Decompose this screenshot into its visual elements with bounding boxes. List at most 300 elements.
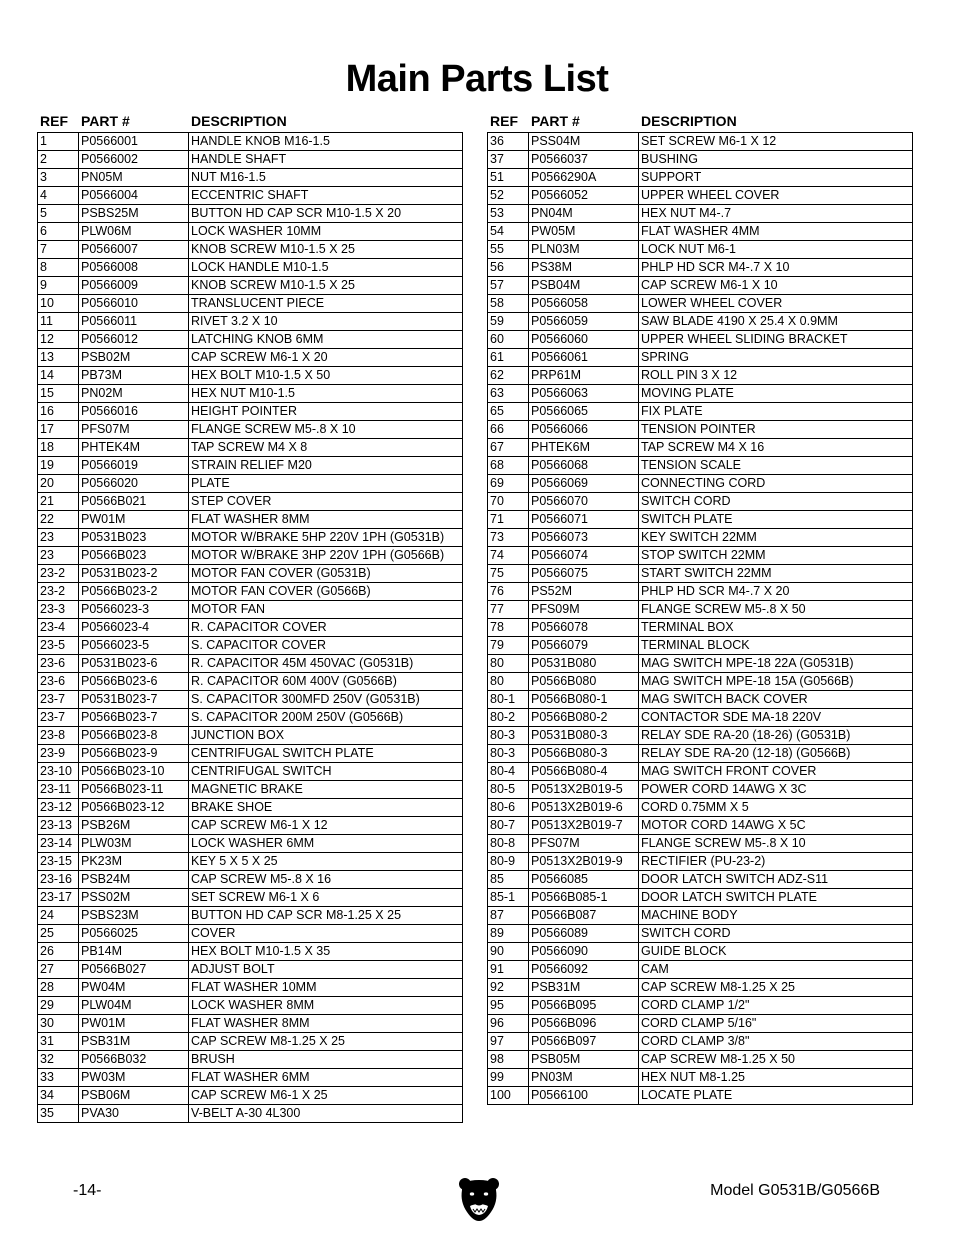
ref-cell: 80-8 bbox=[488, 835, 529, 853]
part-number-cell: P0513X2B019-7 bbox=[529, 817, 639, 835]
ref-header: REF bbox=[40, 113, 68, 129]
page-title: Main Parts List bbox=[345, 58, 609, 100]
description-cell: HEX BOLT M10-1.5 X 35 bbox=[189, 943, 463, 961]
part-number-cell: PN02M bbox=[79, 385, 189, 403]
description-cell: KEY SWITCH 22MM bbox=[639, 529, 913, 547]
table-row bbox=[488, 781, 913, 799]
description-cell: V-BELT A-30 4L300 bbox=[189, 1105, 463, 1123]
description-cell: LOCK HANDLE M10-1.5 bbox=[189, 259, 463, 277]
description-cell: FLAT WASHER 4MM bbox=[639, 223, 913, 241]
part-number-cell: PN04M bbox=[529, 205, 639, 223]
part-number-cell: P0566B080-1 bbox=[529, 691, 639, 709]
description-cell: BUSHING bbox=[639, 151, 913, 169]
part-number-cell: P0566B096 bbox=[529, 1015, 639, 1033]
description-cell: ADJUST BOLT bbox=[189, 961, 463, 979]
description-cell: UPPER WHEEL COVER bbox=[639, 187, 913, 205]
parts-list-left bbox=[37, 112, 463, 1123]
table-row bbox=[38, 511, 463, 529]
ref-cell: 2 bbox=[38, 151, 79, 169]
table-row bbox=[38, 313, 463, 331]
description-cell: LOCK WASHER 8MM bbox=[189, 997, 463, 1015]
table-row bbox=[488, 997, 913, 1015]
ref-cell: 76 bbox=[488, 583, 529, 601]
ref-cell: 11 bbox=[38, 313, 79, 331]
description-cell: S. CAPACITOR 300MFD 250V (G0531B) bbox=[189, 691, 463, 709]
ref-cell: 23-16 bbox=[38, 871, 79, 889]
part-number-cell: PSB05M bbox=[529, 1051, 639, 1069]
part-number-cell: PRP61M bbox=[529, 367, 639, 385]
part-number-cell: P0566078 bbox=[529, 619, 639, 637]
description-cell: SUPPORT bbox=[639, 169, 913, 187]
part-number-cell: P0566B087 bbox=[529, 907, 639, 925]
table-row bbox=[488, 457, 913, 475]
part-number-cell: P0566001 bbox=[79, 133, 189, 151]
part-number-cell: PSB26M bbox=[79, 817, 189, 835]
ref-cell: 35 bbox=[38, 1105, 79, 1123]
ref-cell: 87 bbox=[488, 907, 529, 925]
table-row bbox=[38, 565, 463, 583]
description-cell: LATCHING KNOB 6MM bbox=[189, 331, 463, 349]
part-number-cell: P0566012 bbox=[79, 331, 189, 349]
part-number-cell: P0566290A bbox=[529, 169, 639, 187]
table-row bbox=[488, 1051, 913, 1069]
table-row bbox=[488, 745, 913, 763]
table-row bbox=[38, 745, 463, 763]
ref-cell: 68 bbox=[488, 457, 529, 475]
description-cell: RELAY SDE RA-20 (12-18) (G0566B) bbox=[639, 745, 913, 763]
description-cell: TAP SCREW M4 X 16 bbox=[639, 439, 913, 457]
description-cell: MOTOR FAN COVER (G0566B) bbox=[189, 583, 463, 601]
ref-cell: 85-1 bbox=[488, 889, 529, 907]
description-cell: S. CAPACITOR 200M 250V (G0566B) bbox=[189, 709, 463, 727]
table-row bbox=[38, 241, 463, 259]
part-number-cell: P0566023-3 bbox=[79, 601, 189, 619]
table-row bbox=[38, 151, 463, 169]
description-cell: MOTOR FAN COVER (G0531B) bbox=[189, 565, 463, 583]
description-cell: HEX NUT M8-1.25 bbox=[639, 1069, 913, 1087]
description-cell: CENTRIFUGAL SWITCH PLATE bbox=[189, 745, 463, 763]
part-number-cell: P0566020 bbox=[79, 475, 189, 493]
ref-cell: 5 bbox=[38, 205, 79, 223]
part-number-cell: P0566B080-3 bbox=[529, 745, 639, 763]
part-header: PART # bbox=[81, 113, 130, 129]
ref-cell: 60 bbox=[488, 331, 529, 349]
ref-cell: 28 bbox=[38, 979, 79, 997]
table-row bbox=[38, 349, 463, 367]
part-number-cell: PB73M bbox=[79, 367, 189, 385]
description-cell: STOP SWITCH 22MM bbox=[639, 547, 913, 565]
part-number-cell: P0566060 bbox=[529, 331, 639, 349]
ref-cell: 36 bbox=[488, 133, 529, 151]
table-row bbox=[488, 1069, 913, 1087]
table-row bbox=[38, 763, 463, 781]
description-cell: START SWITCH 22MM bbox=[639, 565, 913, 583]
description-cell: CORD CLAMP 3/8" bbox=[639, 1033, 913, 1051]
table-row bbox=[38, 979, 463, 997]
part-number-cell: P0566063 bbox=[529, 385, 639, 403]
part-number-cell: P0566007 bbox=[79, 241, 189, 259]
model-number: Model G0531B/G0566B bbox=[710, 1182, 880, 1199]
ref-cell: 3 bbox=[38, 169, 79, 187]
part-number-cell: PW01M bbox=[79, 1015, 189, 1033]
ref-cell: 33 bbox=[38, 1069, 79, 1087]
part-number-cell: P0566B095 bbox=[529, 997, 639, 1015]
table-row bbox=[488, 979, 913, 997]
table-row bbox=[488, 835, 913, 853]
ref-cell: 23-7 bbox=[38, 691, 79, 709]
table-row bbox=[488, 925, 913, 943]
parts-list-right bbox=[487, 112, 913, 1105]
ref-cell: 4 bbox=[38, 187, 79, 205]
table-row bbox=[488, 205, 913, 223]
part-number-cell: P0566016 bbox=[79, 403, 189, 421]
description-cell: CAM bbox=[639, 961, 913, 979]
description-cell: MOTOR CORD 14AWG X 5C bbox=[639, 817, 913, 835]
ref-cell: 12 bbox=[38, 331, 79, 349]
description-cell: CENTRIFUGAL SWITCH bbox=[189, 763, 463, 781]
part-number-cell: PVA30 bbox=[79, 1105, 189, 1123]
table-row bbox=[38, 853, 463, 871]
ref-cell: 96 bbox=[488, 1015, 529, 1033]
description-cell: R. CAPACITOR 45M 450VAC (G0531B) bbox=[189, 655, 463, 673]
ref-cell: 23-2 bbox=[38, 565, 79, 583]
part-number-cell: P0566008 bbox=[79, 259, 189, 277]
ref-cell: 23-2 bbox=[38, 583, 79, 601]
table-row bbox=[488, 889, 913, 907]
ref-cell: 23-7 bbox=[38, 709, 79, 727]
part-number-cell: P0566092 bbox=[529, 961, 639, 979]
description-cell: TENSION POINTER bbox=[639, 421, 913, 439]
ref-cell: 23-3 bbox=[38, 601, 79, 619]
description-cell: CONTACTOR SDE MA-18 220V bbox=[639, 709, 913, 727]
description-cell: FIX PLATE bbox=[639, 403, 913, 421]
part-number-cell: P0566B097 bbox=[529, 1033, 639, 1051]
description-cell: HEX BOLT M10-1.5 X 50 bbox=[189, 367, 463, 385]
part-number-cell: P0566068 bbox=[529, 457, 639, 475]
table-row bbox=[38, 781, 463, 799]
table-row bbox=[488, 709, 913, 727]
ref-cell: 63 bbox=[488, 385, 529, 403]
ref-cell: 80 bbox=[488, 673, 529, 691]
table-row bbox=[488, 601, 913, 619]
ref-cell: 17 bbox=[38, 421, 79, 439]
part-number-cell: P0566058 bbox=[529, 295, 639, 313]
table-row bbox=[38, 331, 463, 349]
ref-cell: 79 bbox=[488, 637, 529, 655]
ref-cell: 95 bbox=[488, 997, 529, 1015]
part-number-cell: PW01M bbox=[79, 511, 189, 529]
ref-cell: 26 bbox=[38, 943, 79, 961]
description-cell: UPPER WHEEL SLIDING BRACKET bbox=[639, 331, 913, 349]
ref-cell: 55 bbox=[488, 241, 529, 259]
description-cell: ECCENTRIC SHAFT bbox=[189, 187, 463, 205]
description-cell: LOCK NUT M6-1 bbox=[639, 241, 913, 259]
ref-cell: 80-7 bbox=[488, 817, 529, 835]
ref-cell: 16 bbox=[38, 403, 79, 421]
ref-cell: 100 bbox=[488, 1087, 529, 1105]
description-cell: SWITCH CORD bbox=[639, 925, 913, 943]
part-number-cell: P0566010 bbox=[79, 295, 189, 313]
table-row bbox=[38, 169, 463, 187]
ref-cell: 80-5 bbox=[488, 781, 529, 799]
part-number-cell: P0566011 bbox=[79, 313, 189, 331]
part-number-cell: P0566B080-2 bbox=[529, 709, 639, 727]
description-cell: FLAT WASHER 8MM bbox=[189, 1015, 463, 1033]
description-cell: LOCATE PLATE bbox=[639, 1087, 913, 1105]
ref-cell: 23-11 bbox=[38, 781, 79, 799]
description-cell: BRUSH bbox=[189, 1051, 463, 1069]
description-cell: DOOR LATCH SWITCH ADZ-S11 bbox=[639, 871, 913, 889]
description-cell: FLANGE SCREW M5-.8 X 50 bbox=[639, 601, 913, 619]
table-row bbox=[38, 997, 463, 1015]
table-row bbox=[488, 1087, 913, 1105]
part-number-cell: PS52M bbox=[529, 583, 639, 601]
description-cell: MAG SWITCH MPE-18 22A (G0531B) bbox=[639, 655, 913, 673]
part-number-cell: P0566052 bbox=[529, 187, 639, 205]
part-number-cell: P0566B021 bbox=[79, 493, 189, 511]
part-number-cell: P0566059 bbox=[529, 313, 639, 331]
ref-cell: 22 bbox=[38, 511, 79, 529]
table-row bbox=[488, 367, 913, 385]
ref-cell: 90 bbox=[488, 943, 529, 961]
description-cell: S. CAPACITOR COVER bbox=[189, 637, 463, 655]
table-row bbox=[38, 943, 463, 961]
table-row bbox=[488, 763, 913, 781]
part-number-cell: P0566074 bbox=[529, 547, 639, 565]
part-number-cell: PFS09M bbox=[529, 601, 639, 619]
part-number-cell: PSB31M bbox=[529, 979, 639, 997]
table-row bbox=[488, 853, 913, 871]
ref-cell: 6 bbox=[38, 223, 79, 241]
description-cell: RECTIFIER (PU-23-2) bbox=[639, 853, 913, 871]
ref-cell: 85 bbox=[488, 871, 529, 889]
table-row bbox=[488, 619, 913, 637]
part-number-cell: PSBS25M bbox=[79, 205, 189, 223]
ref-cell: 74 bbox=[488, 547, 529, 565]
table-row bbox=[38, 493, 463, 511]
table-row bbox=[38, 529, 463, 547]
description-cell: TERMINAL BLOCK bbox=[639, 637, 913, 655]
table-row bbox=[488, 475, 913, 493]
ref-cell: 23-10 bbox=[38, 763, 79, 781]
ref-cell: 80-4 bbox=[488, 763, 529, 781]
table-row bbox=[488, 313, 913, 331]
description-cell: FLANGE SCREW M5-.8 X 10 bbox=[189, 421, 463, 439]
description-cell: MAG SWITCH MPE-18 15A (G0566B) bbox=[639, 673, 913, 691]
ref-cell: 54 bbox=[488, 223, 529, 241]
part-number-cell: PLW03M bbox=[79, 835, 189, 853]
description-cell: TAP SCREW M4 X 8 bbox=[189, 439, 463, 457]
ref-cell: 23-12 bbox=[38, 799, 79, 817]
description-cell: CAP SCREW M8-1.25 X 25 bbox=[189, 1033, 463, 1051]
table-row bbox=[488, 799, 913, 817]
table-row bbox=[38, 421, 463, 439]
part-number-cell: P0531B080-3 bbox=[529, 727, 639, 745]
description-cell: HEIGHT POINTER bbox=[189, 403, 463, 421]
ref-cell: 53 bbox=[488, 205, 529, 223]
part-number-cell: PW03M bbox=[79, 1069, 189, 1087]
ref-cell: 91 bbox=[488, 961, 529, 979]
table-row bbox=[38, 655, 463, 673]
ref-cell: 23-5 bbox=[38, 637, 79, 655]
part-number-cell: PB14M bbox=[79, 943, 189, 961]
description-cell: STRAIN RELIEF M20 bbox=[189, 457, 463, 475]
description-cell: MAG SWITCH FRONT COVER bbox=[639, 763, 913, 781]
ref-cell: 52 bbox=[488, 187, 529, 205]
ref-cell: 21 bbox=[38, 493, 79, 511]
ref-cell: 30 bbox=[38, 1015, 79, 1033]
table-row bbox=[38, 1051, 463, 1069]
ref-cell: 65 bbox=[488, 403, 529, 421]
table-row bbox=[488, 151, 913, 169]
part-number-cell: P0566B023-11 bbox=[79, 781, 189, 799]
part-number-cell: P0513X2B019-9 bbox=[529, 853, 639, 871]
table-row bbox=[38, 475, 463, 493]
description-cell: CAP SCREW M8-1.25 X 50 bbox=[639, 1051, 913, 1069]
table-row bbox=[38, 259, 463, 277]
description-cell: HANDLE KNOB M16-1.5 bbox=[189, 133, 463, 151]
table-row bbox=[488, 673, 913, 691]
table-row bbox=[488, 529, 913, 547]
ref-cell: 23-6 bbox=[38, 673, 79, 691]
part-number-cell: P0566066 bbox=[529, 421, 639, 439]
ref-cell: 58 bbox=[488, 295, 529, 313]
table-row bbox=[38, 403, 463, 421]
description-cell: FLAT WASHER 6MM bbox=[189, 1069, 463, 1087]
table-row bbox=[38, 1087, 463, 1105]
part-number-cell: P0566100 bbox=[529, 1087, 639, 1105]
part-number-cell: PLW06M bbox=[79, 223, 189, 241]
ref-cell: 89 bbox=[488, 925, 529, 943]
part-number-cell: P0513X2B019-5 bbox=[529, 781, 639, 799]
description-cell: KEY 5 X 5 X 25 bbox=[189, 853, 463, 871]
table-row bbox=[38, 835, 463, 853]
description-cell: LOWER WHEEL COVER bbox=[639, 295, 913, 313]
part-number-cell: P0566023-4 bbox=[79, 619, 189, 637]
part-number-cell: P0566090 bbox=[529, 943, 639, 961]
ref-header: REF bbox=[490, 113, 518, 129]
table-row bbox=[38, 133, 463, 151]
parts-table-left bbox=[37, 132, 463, 1123]
ref-cell: 9 bbox=[38, 277, 79, 295]
table-row bbox=[38, 367, 463, 385]
ref-cell: 23 bbox=[38, 547, 79, 565]
part-number-cell: P0531B023-7 bbox=[79, 691, 189, 709]
ref-cell: 97 bbox=[488, 1033, 529, 1051]
description-cell: STEP COVER bbox=[189, 493, 463, 511]
part-number-cell: P0566069 bbox=[529, 475, 639, 493]
description-cell: JUNCTION BOX bbox=[189, 727, 463, 745]
ref-cell: 8 bbox=[38, 259, 79, 277]
ref-cell: 14 bbox=[38, 367, 79, 385]
ref-cell: 23-14 bbox=[38, 835, 79, 853]
ref-cell: 32 bbox=[38, 1051, 79, 1069]
table-row bbox=[488, 331, 913, 349]
part-number-cell: PSBS23M bbox=[79, 907, 189, 925]
table-row bbox=[38, 223, 463, 241]
ref-cell: 99 bbox=[488, 1069, 529, 1087]
part-number-cell: P0566065 bbox=[529, 403, 639, 421]
part-number-cell: P0566061 bbox=[529, 349, 639, 367]
description-cell: PHLP HD SCR M4-.7 X 10 bbox=[639, 259, 913, 277]
ref-cell: 78 bbox=[488, 619, 529, 637]
table-row bbox=[38, 727, 463, 745]
part-number-cell: P0531B023-6 bbox=[79, 655, 189, 673]
description-cell: TENSION SCALE bbox=[639, 457, 913, 475]
description-cell: CORD 0.75MM X 5 bbox=[639, 799, 913, 817]
ref-cell: 37 bbox=[488, 151, 529, 169]
part-number-cell: P0566B023 bbox=[79, 547, 189, 565]
ref-cell: 27 bbox=[38, 961, 79, 979]
description-cell: CORD CLAMP 1/2" bbox=[639, 997, 913, 1015]
ref-cell: 80 bbox=[488, 655, 529, 673]
description-cell: FLAT WASHER 8MM bbox=[189, 511, 463, 529]
column-headers bbox=[37, 112, 463, 132]
table-row bbox=[38, 457, 463, 475]
description-cell: CAP SCREW M6-1 X 25 bbox=[189, 1087, 463, 1105]
part-number-cell: P0566071 bbox=[529, 511, 639, 529]
ref-cell: 10 bbox=[38, 295, 79, 313]
ref-cell: 23-4 bbox=[38, 619, 79, 637]
description-cell: CAP SCREW M6-1 X 12 bbox=[189, 817, 463, 835]
part-number-cell: P0566B023-2 bbox=[79, 583, 189, 601]
table-row bbox=[488, 349, 913, 367]
ref-cell: 23-15 bbox=[38, 853, 79, 871]
part-number-cell: PN05M bbox=[79, 169, 189, 187]
table-row bbox=[488, 961, 913, 979]
table-row bbox=[38, 583, 463, 601]
ref-cell: 51 bbox=[488, 169, 529, 187]
ref-cell: 23-6 bbox=[38, 655, 79, 673]
description-cell: ROLL PIN 3 X 12 bbox=[639, 367, 913, 385]
part-header: PART # bbox=[531, 113, 580, 129]
description-cell: BUTTON HD CAP SCR M8-1.25 X 25 bbox=[189, 907, 463, 925]
ref-cell: 24 bbox=[38, 907, 79, 925]
ref-cell: 25 bbox=[38, 925, 79, 943]
table-row bbox=[38, 277, 463, 295]
description-cell: LOCK WASHER 6MM bbox=[189, 835, 463, 853]
part-number-cell: PSS02M bbox=[79, 889, 189, 907]
table-row bbox=[488, 727, 913, 745]
table-row bbox=[488, 817, 913, 835]
table-row bbox=[38, 601, 463, 619]
description-cell: CAP SCREW M6-1 X 10 bbox=[639, 277, 913, 295]
description-cell: MOTOR W/BRAKE 5HP 220V 1PH (G0531B) bbox=[189, 529, 463, 547]
description-cell: HANDLE SHAFT bbox=[189, 151, 463, 169]
description-cell: SET SCREW M6-1 X 12 bbox=[639, 133, 913, 151]
description-cell: CAP SCREW M6-1 X 20 bbox=[189, 349, 463, 367]
ref-cell: 20 bbox=[38, 475, 79, 493]
description-cell: KNOB SCREW M10-1.5 X 25 bbox=[189, 241, 463, 259]
table-row bbox=[38, 637, 463, 655]
table-row bbox=[38, 907, 463, 925]
description-cell: NUT M16-1.5 bbox=[189, 169, 463, 187]
table-row bbox=[488, 277, 913, 295]
ref-cell: 23 bbox=[38, 529, 79, 547]
table-row bbox=[488, 259, 913, 277]
description-cell: CAP SCREW M8-1.25 X 25 bbox=[639, 979, 913, 997]
part-number-cell: PLN03M bbox=[529, 241, 639, 259]
part-number-cell: P0566B080-4 bbox=[529, 763, 639, 781]
part-number-cell: P0566023-5 bbox=[79, 637, 189, 655]
table-row bbox=[488, 907, 913, 925]
table-row bbox=[38, 619, 463, 637]
part-number-cell: P0566B023-9 bbox=[79, 745, 189, 763]
table-row bbox=[488, 547, 913, 565]
description-cell: SWITCH CORD bbox=[639, 493, 913, 511]
ref-cell: 62 bbox=[488, 367, 529, 385]
description-cell: HEX NUT M4-.7 bbox=[639, 205, 913, 223]
